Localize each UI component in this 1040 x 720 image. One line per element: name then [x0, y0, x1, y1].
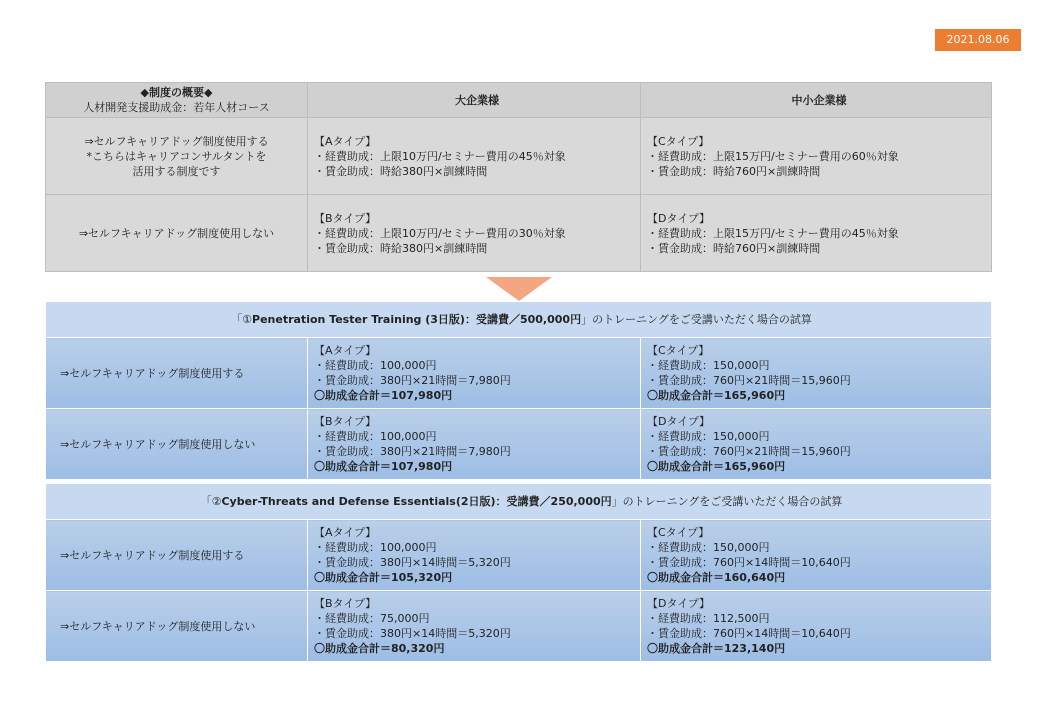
- row-label: ⇒セルフキャリアドッグ制度使用する: [46, 338, 308, 409]
- row-label-line: ⇒セルフキャリアドッグ制度使用する: [84, 134, 269, 148]
- course2-row: [46, 520, 992, 591]
- col-header-large: 大企業様: [308, 83, 641, 118]
- subsidy-total: 〇助成金合計＝107,980円: [314, 389, 453, 402]
- type-a-cell: [308, 118, 641, 195]
- type-label: 【Aタイプ】: [314, 134, 377, 148]
- course2-title-row: [46, 484, 992, 520]
- subsidy-total: 〇助成金合計＝105,320円: [314, 571, 453, 584]
- type-b-cell: [308, 195, 641, 272]
- wage-subsidy: ・賃金助成：760円×21時間＝15,960円: [647, 445, 851, 458]
- course1-row: [46, 338, 992, 409]
- wage-subsidy: ・賃金助成：時給380円×訓練時間: [314, 164, 488, 178]
- expense-subsidy: ・経費助成：上限15万円/セミナー費用の45％対象: [647, 226, 899, 240]
- course1-row: [46, 409, 992, 480]
- type-label: 【Dタイプ】: [647, 211, 711, 225]
- type-d-cell: [641, 195, 992, 272]
- overview-title: ◆制度の概要◆: [140, 86, 213, 99]
- subsidy-total: 〇助成金合計＝80,320円: [314, 642, 445, 655]
- overview-header-row: [46, 83, 992, 118]
- subsidy-total: 〇助成金合計＝123,140円: [647, 642, 786, 655]
- down-arrow-icon: [486, 277, 552, 301]
- type-label: 【Bタイプ】: [314, 597, 377, 610]
- wage-subsidy: ・賃金助成：380円×14時間＝5,320円: [314, 556, 511, 569]
- wage-subsidy: ・賃金助成：380円×21時間＝7,980円: [314, 374, 511, 387]
- overview-subtitle: 人材開発支援助成金：若年人材コース: [83, 101, 270, 114]
- wage-subsidy: ・賃金助成：380円×21時間＝7,980円: [314, 445, 511, 458]
- expense-subsidy: ・経費助成：100,000円: [314, 359, 437, 372]
- row-label: [46, 195, 308, 272]
- type-label: 【Dタイプ】: [647, 415, 711, 428]
- wage-subsidy: ・賃金助成：時給760円×訓練時間: [647, 164, 821, 178]
- date-badge: 2021.08.06: [935, 29, 1021, 51]
- subsidy-total: 〇助成金合計＝165,960円: [647, 389, 786, 402]
- col-header-small: 中小企業様: [641, 83, 992, 118]
- type-label: 【Bタイプ】: [314, 415, 377, 428]
- course2-title: [46, 484, 992, 520]
- title-prefix: 「①: [231, 313, 253, 326]
- type-label: 【Aタイプ】: [314, 344, 377, 357]
- type-c-cell: [641, 338, 992, 409]
- row-label: ⇒セルフキャリアドッグ制度使用する: [46, 520, 308, 591]
- title-course-name: Cyber-Threats and Defense Essentials(2日版)：受講費／250,000円: [221, 495, 612, 508]
- subsidy-total: 〇助成金合計＝160,640円: [647, 571, 786, 584]
- course1-title-row: [46, 302, 992, 338]
- wage-subsidy: ・賃金助成：380円×14時間＝5,320円: [314, 627, 511, 640]
- wage-subsidy: ・賃金助成：760円×14時間＝10,640円: [647, 627, 851, 640]
- type-label: 【Bタイプ】: [314, 211, 377, 225]
- type-label: 【Cタイプ】: [647, 526, 710, 539]
- row-label-line: 活用する制度です: [132, 164, 221, 178]
- row-label: [46, 118, 308, 195]
- type-d-cell: [641, 591, 992, 662]
- title-suffix: 」のトレーニングをご受講いただく場合の試算: [581, 313, 812, 326]
- wage-subsidy: ・賃金助成：時給760円×訓練時間: [647, 241, 821, 255]
- expense-subsidy: ・経費助成：上限15万円/セミナー費用の60％対象: [647, 149, 899, 163]
- wage-subsidy: ・賃金助成：760円×14時間＝10,640円: [647, 556, 851, 569]
- overview-row: [46, 118, 992, 195]
- course2-table: [45, 483, 992, 662]
- expense-subsidy: ・経費助成：上限10万円/セミナー費用の30％対象: [314, 226, 566, 240]
- wage-subsidy: ・賃金助成：760円×21時間＝15,960円: [647, 374, 851, 387]
- type-label: 【Cタイプ】: [647, 134, 710, 148]
- type-a-cell: [308, 520, 641, 591]
- row-label-line: *こちらはキャリアコンサルタントを: [86, 149, 267, 163]
- wage-subsidy: ・賃金助成：時給380円×訓練時間: [314, 241, 488, 255]
- subsidy-total: 〇助成金合計＝107,980円: [314, 460, 453, 473]
- overview-row: [46, 195, 992, 272]
- course2-row: [46, 591, 992, 662]
- expense-subsidy: ・経費助成：100,000円: [314, 430, 437, 443]
- expense-subsidy: ・経費助成：112,500円: [647, 612, 770, 625]
- row-label-line: ⇒セルフキャリアドッグ制度使用しない: [78, 226, 275, 240]
- type-b-cell: [308, 591, 641, 662]
- type-label: 【Aタイプ】: [314, 526, 377, 539]
- expense-subsidy: ・経費助成：75,000円: [314, 612, 430, 625]
- type-label: 【Cタイプ】: [647, 344, 710, 357]
- overview-table: [45, 82, 992, 272]
- type-label: 【Dタイプ】: [647, 597, 711, 610]
- type-b-cell: [308, 409, 641, 480]
- expense-subsidy: ・経費助成：150,000円: [647, 359, 770, 372]
- course1-table: [45, 301, 992, 480]
- subsidy-total: 〇助成金合計＝165,960円: [647, 460, 786, 473]
- expense-subsidy: ・経費助成：100,000円: [314, 541, 437, 554]
- type-d-cell: [641, 409, 992, 480]
- type-c-cell: [641, 520, 992, 591]
- row-label: ⇒セルフキャリアドッグ制度使用しない: [46, 591, 308, 662]
- title-suffix: 」のトレーニングをご受講いただく場合の試算: [611, 495, 843, 508]
- expense-subsidy: ・経費助成：上限10万円/セミナー費用の45％対象: [314, 149, 566, 163]
- course1-title: [46, 302, 992, 338]
- type-c-cell: [641, 118, 992, 195]
- row-label: ⇒セルフキャリアドッグ制度使用しない: [46, 409, 308, 480]
- overview-header-cell: [46, 83, 308, 118]
- type-a-cell: [308, 338, 641, 409]
- expense-subsidy: ・経費助成：150,000円: [647, 430, 770, 443]
- title-course-name: Penetration Tester Training (3日版)：受講費／500,000円: [252, 313, 582, 326]
- title-prefix: 「②: [200, 495, 222, 508]
- expense-subsidy: ・経費助成：150,000円: [647, 541, 770, 554]
